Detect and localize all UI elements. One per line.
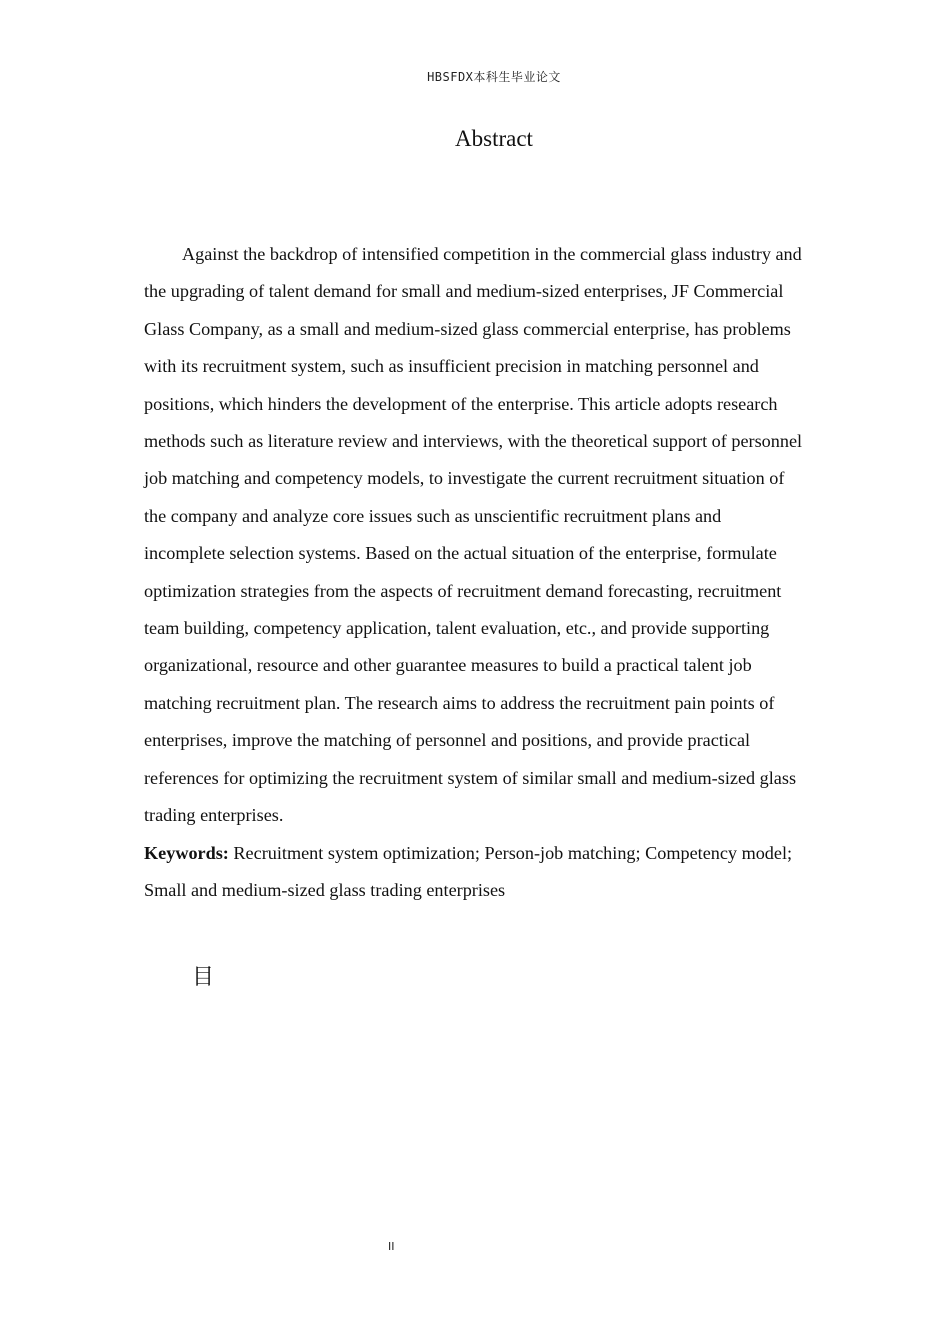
running-header: HBSFDX本科生毕业论文 <box>427 70 561 84</box>
keywords-label: Keywords: <box>144 842 229 863</box>
abstract-section <box>144 236 806 909</box>
keywords-text: Recruitment system optimization; Person-job matching; Competency model; Small and medium-sized glass trading enterprises <box>144 842 793 900</box>
keywords-line <box>144 835 806 910</box>
abstract-paragraph: Against the backdrop of intensified competition in the commercial glass industry and the upgrading of talent demand for small and medium-sized enterprises, JF Commercial Glass Company, as a small and medium-sized glass commercial enterprise, has problems with its recruitment system, such as insufficient precision in matching personnel and positions, which hinders the development of the enterprise. This article adopts research methods such as literature review and interviews, with the theoretical support of personnel job matching and competency models, to investigate the current recruitment situation of the company and analyze core issues such as unscientific recruitment plans and incomplete selection systems. Based on the actual situation of the enterprise, formulate optimization strategies from the aspects of recruitment demand forecasting, recruitment team building, competency application, talent evaluation, etc., and provide supporting organizational, resource and other guarantee measures to build a practical talent job matching recruitment plan. The research aims to address the recruitment pain points of enterprises, improve the matching of personnel and positions, and provide practical references for optimizing the recruitment system of similar small and medium-sized glass trading enterprises. <box>144 244 803 826</box>
page-number: II <box>388 1240 395 1253</box>
toc-heading-fragment: 目 <box>192 965 215 990</box>
page-title: Abstract <box>455 126 533 151</box>
